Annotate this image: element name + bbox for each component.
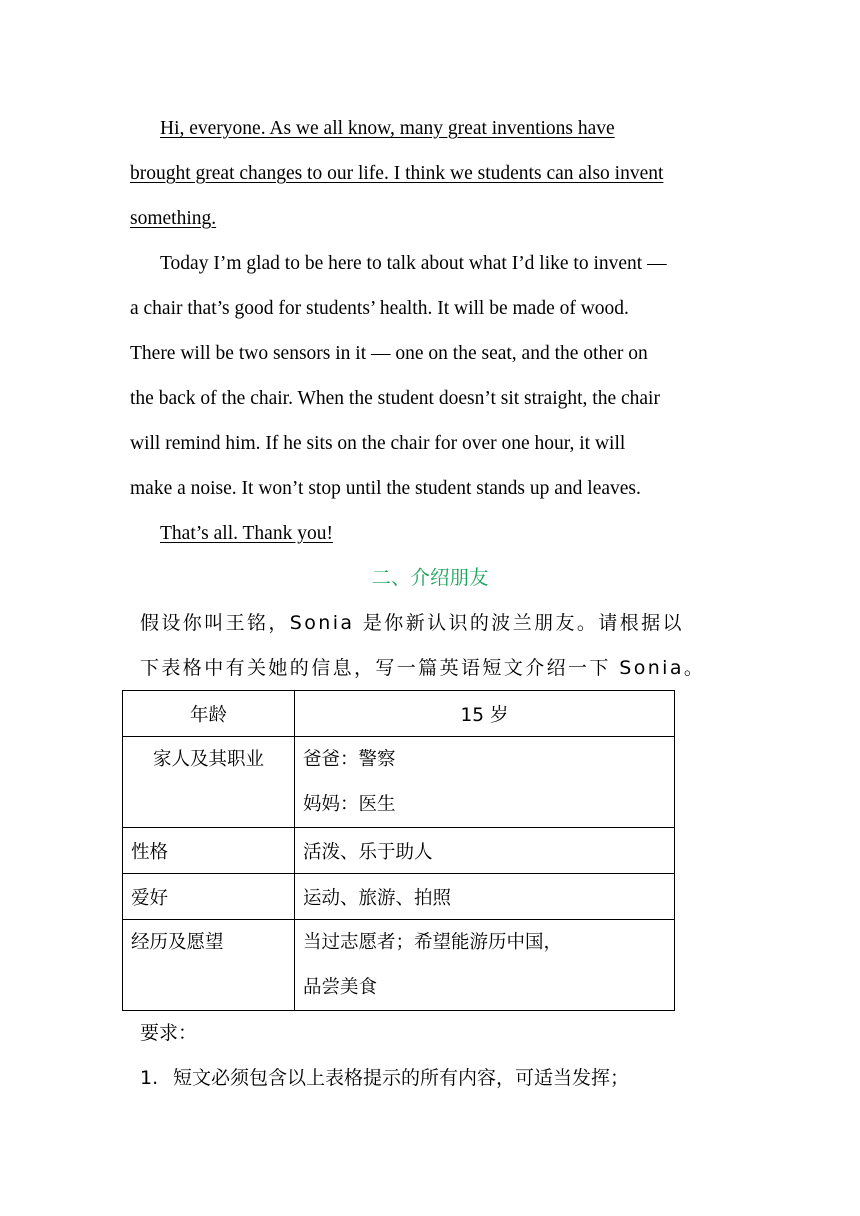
prompt-line-1: 假设你叫王铭，Sonia 是你新认识的波兰朋友。请根据以 — [140, 612, 684, 634]
table-row — [123, 691, 675, 737]
table-value-cell: 活泼、乐于助人 — [295, 828, 675, 874]
table-key-text: 经历及愿望 — [131, 932, 224, 953]
table-value-line: 爸爸：警察 — [303, 749, 396, 770]
table-key-cell: 年龄 — [123, 691, 295, 737]
speech-body-line-5: will remind him. If he sits on the chair for over one hour, it will — [130, 433, 626, 454]
table-key-cell — [123, 737, 295, 828]
table-value-line: 品尝美食 — [303, 977, 378, 998]
table-row — [123, 920, 675, 1011]
speech-body-line-6: make a noise. It won’t stop until the student stands up and leaves. — [130, 478, 641, 499]
table-value-cell — [295, 920, 675, 1011]
speech-opening-line-3: something. — [130, 208, 217, 229]
table-row — [123, 737, 675, 828]
speech-closing: That’s all. Thank you! — [160, 523, 333, 544]
speech-body-line-2: a chair that’s good for students’ health. It will be made of wood. — [130, 298, 629, 319]
speech-body-line-4: the back of the chair. When the student doesn’t sit straight, the chair — [130, 388, 660, 409]
prompt-line-2: 下表格中有关她的信息，写一篇英语短文介绍一下 Sonia。 — [140, 657, 706, 679]
table-value-line: 妈妈：医生 — [303, 794, 396, 815]
table-key-cell: 性格 — [123, 828, 295, 874]
speech-opening-line-1: Hi, everyone. As we all know, many great inventions have — [160, 118, 615, 139]
table-row — [123, 874, 675, 920]
table-row — [123, 828, 675, 874]
table-key-text: 家人及其职业 — [152, 749, 264, 770]
table-value-cell: 15 岁 — [295, 691, 675, 737]
section-heading: 二、介绍朋友 — [371, 566, 489, 589]
table-value-cell: 运动、旅游、拍照 — [295, 874, 675, 920]
speech-body-line-3: There will be two sensors in it — one on the seat, and the other on — [130, 343, 648, 364]
speech-body-line-1: Today I’m glad to be here to talk about what I’d like to invent — — [160, 253, 667, 274]
requirement-item-text: 短文必须包含以上表格提示的所有内容，可适当发挥； — [173, 1067, 630, 1089]
speech-opening-line-2: brought great changes to our life. I think we students can also invent — [130, 163, 664, 184]
requirement-item-number: 1. — [140, 1067, 159, 1089]
table-key-cell: 爱好 — [123, 874, 295, 920]
info-table — [122, 690, 675, 1011]
table-value-line: 当过志愿者；希望能游历中国， — [303, 932, 563, 953]
requirements-label: 要求： — [140, 1022, 198, 1044]
table-key-cell — [123, 920, 295, 1011]
table-value-cell — [295, 737, 675, 828]
